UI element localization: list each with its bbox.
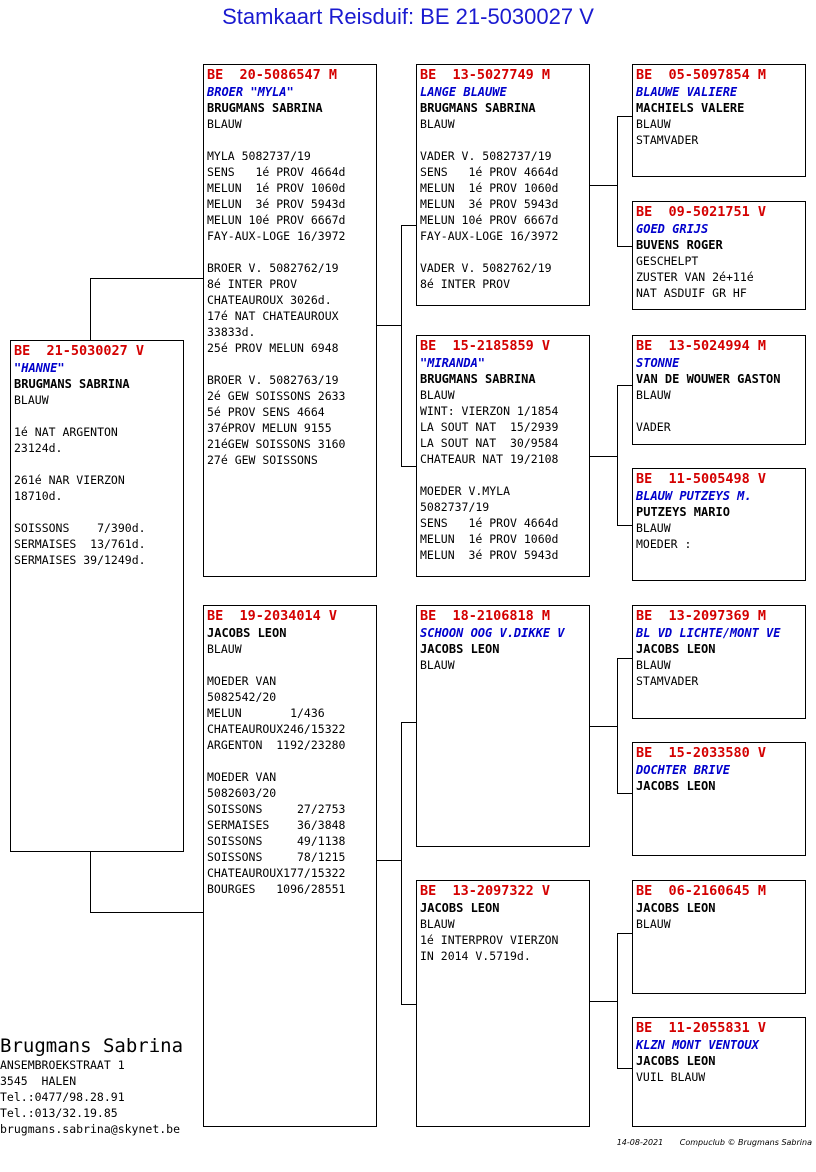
owner-name: BRUGMANS SABRINA — [14, 377, 130, 391]
connector — [617, 1068, 632, 1069]
pigeon-color: BLAUW — [636, 521, 671, 535]
pigeon-card-main[interactable] — [10, 340, 184, 852]
ring-number: BE 13-2097322 V — [420, 883, 551, 899]
performance-info: STAMVADER — [636, 674, 699, 688]
footer — [603, 1138, 812, 1147]
connector — [376, 860, 402, 861]
owner-name: PUTZEYS MARIO — [636, 505, 730, 519]
connector — [401, 466, 416, 467]
connector — [617, 793, 632, 794]
performance-info: WINT: VIERZON 1/1854 LA SOUT NAT 15/2939 LA SOUT NAT 30/9584 CHATEAUR NAT 19/2108 MOEDER V.MYLA 5082737/19 SENS 1é PROV 4664d MELUN 1é PROV 1060d MELUN 3é PROV 5943d — [420, 404, 559, 562]
pigeon-color: BLAUW — [636, 917, 671, 931]
breeder-city: 3545 HALEN — [0, 1074, 77, 1088]
pigeon-name: "HANNE" — [14, 361, 65, 375]
performance-info: MOEDER : — [636, 537, 692, 551]
breeder-phone-1: Tel.:0477/98.28.91 — [0, 1090, 125, 1104]
connector — [401, 1004, 416, 1005]
pigeon-name: BLAUW PUTZEYS M. — [636, 489, 752, 503]
owner-name: BUVENS ROGER — [636, 238, 723, 252]
owner-name: JACOBS LEON — [636, 901, 716, 915]
pigeon-color: BLAUW — [207, 117, 242, 131]
ring-number: BE 19-2034014 V — [207, 608, 338, 624]
connector — [617, 385, 618, 525]
pigeon-card-mf[interactable] — [416, 605, 590, 847]
ring-number: BE 11-5005498 V — [636, 471, 767, 487]
performance-info: 1é NAT ARGENTON 23124d. 261é NAR VIERZON 18710d. SOISSONS 7/390d. SERMAISES 13/761d. SERMAISES 39/1249d. — [14, 425, 146, 567]
performance-info: MYLA 5082737/19 SENS 1é PROV 4664d MELUN 1é PROV 1060d MELUN 3é PROV 5943d MELUN 10é PROV 6667d FAY-AUX-LOGE 16/3972 BROER V. 5082762/19 8é INTER PROV CHATEAUROUX 3026d. 17é NAT CHATEAUROUX 33833d. 25é PROV MELUN 6948 BROER V. 5082763/19 2é GEW SOISSONS 2633 5é PROV SENS 4664 37éPROV MELUN 9155 21éGEW SOISSONS 3160 27é GEW SOISSONS — [207, 149, 346, 467]
ring-number: BE 13-2097369 M — [636, 608, 767, 624]
owner-name: JACOBS LEON — [636, 642, 716, 656]
pigeon-name: BLAUWE VALIERE — [636, 85, 738, 99]
connector — [589, 1001, 618, 1002]
owner-name: JACOBS LEON — [420, 901, 500, 915]
pigeon-color: BLAUW — [207, 642, 242, 656]
pigeon-color: BLAUW — [636, 658, 671, 672]
pigeon-card-fm[interactable] — [416, 335, 590, 577]
pigeon-card-mmm[interactable] — [632, 1017, 806, 1127]
connector — [617, 933, 632, 934]
ring-number: BE 05-5097854 M — [636, 67, 767, 83]
performance-info: STAMVADER — [636, 133, 699, 147]
pigeon-card-fff[interactable] — [632, 64, 806, 177]
pigeon-color: GESCHELPT — [636, 254, 699, 268]
pigeon-card-mff[interactable] — [632, 605, 806, 719]
pigeon-color: BLAUW — [420, 658, 455, 672]
breeder-name: Brugmans Sabrina — [0, 1035, 184, 1057]
ring-number: BE 06-2160645 M — [636, 883, 767, 899]
pigeon-card-mmf[interactable] — [632, 880, 806, 994]
connector — [617, 933, 618, 1068]
connector — [617, 246, 632, 247]
owner-name: BRUGMANS SABRINA — [207, 101, 323, 115]
connector — [617, 525, 632, 526]
pigeon-color: BLAUW — [636, 117, 671, 131]
ring-number: BE 15-2033580 V — [636, 745, 767, 761]
pigeon-name: BL VD LICHTE/MONT VE — [636, 626, 781, 640]
pigeon-card-fmf[interactable] — [632, 335, 806, 445]
pigeon-name: "MIRANDA" — [420, 356, 486, 370]
pigeon-name: KLZN MONT VENTOUX — [636, 1038, 759, 1052]
pigeon-color: BLAUW — [420, 117, 455, 131]
connector — [617, 385, 632, 386]
connector — [90, 851, 91, 913]
pigeon-card-mother[interactable] — [203, 605, 377, 1127]
pigeon-name: STONNE — [636, 356, 680, 370]
pigeon-color: VUIL BLAUW — [636, 1070, 706, 1084]
ring-number: BE 15-2185859 V — [420, 338, 551, 354]
connector — [90, 912, 203, 913]
pigeon-name: DOCHTER BRIVE — [636, 763, 730, 777]
pigeon-color: BLAUW — [420, 917, 455, 931]
connector — [90, 278, 91, 340]
owner-name: BRUGMANS SABRINA — [420, 372, 536, 386]
connector — [589, 185, 618, 186]
pigeon-card-ffm[interactable] — [632, 201, 806, 310]
connector — [617, 116, 632, 117]
breeder-contact — [0, 1035, 183, 1137]
ring-number: BE 09-5021751 V — [636, 204, 767, 220]
connector — [589, 726, 618, 727]
owner-name: VAN DE WOUWER GASTON — [636, 372, 781, 386]
performance-info: MOEDER VAN 5082542/20 MELUN 1/436 CHATEAUROUX246/15322 ARGENTON 1192/23280 MOEDER VAN 5082603/20 SOISSONS 27/2753 SERMAISES 36/3848 SOISSONS 49/1138 SOISSONS 78/1215 CHATEAUROUX177/15322 BOURGES 1096/28551 — [207, 674, 346, 896]
connector — [401, 225, 402, 466]
owner-name: BRUGMANS SABRINA — [420, 101, 536, 115]
performance-info: ZUSTER VAN 2é+11é NAT ASDUIF GR HF — [636, 270, 754, 300]
ring-number: BE 18-2106818 M — [420, 608, 551, 624]
pigeon-name: SCHOON OOG V.DIKKE V — [420, 626, 565, 640]
pigeon-card-ff[interactable] — [416, 64, 590, 306]
ring-number: BE 20-5086547 M — [207, 67, 338, 83]
ring-number: BE 13-5024994 M — [636, 338, 767, 354]
ring-number: BE 21-5030027 V — [14, 343, 145, 359]
connector — [401, 722, 402, 1004]
connector — [401, 225, 416, 226]
ring-number: BE 11-2055831 V — [636, 1020, 767, 1036]
pigeon-name: GOED GRIJS — [636, 222, 709, 236]
connector — [617, 658, 618, 793]
connector — [401, 722, 416, 723]
pigeon-card-father[interactable] — [203, 64, 377, 577]
connector — [376, 325, 402, 326]
connector — [589, 456, 618, 457]
pigeon-color: BLAUW — [14, 393, 49, 407]
pigeon-card-fmm[interactable] — [632, 468, 806, 581]
pigeon-card-mm[interactable] — [416, 880, 590, 1127]
owner-name: JACOBS LEON — [420, 642, 500, 656]
pigeon-name: BROER "MYLA" — [207, 85, 294, 99]
pigeon-color: BLAUW — [420, 388, 455, 402]
connector — [617, 116, 618, 246]
performance-info: 1é INTERPROV VIERZON IN 2014 V.5719d. — [420, 933, 559, 963]
breeder-phone-2: Tel.:013/32.19.85 — [0, 1106, 118, 1120]
breeder-email: brugmans.sabrina@skynet.be — [0, 1122, 181, 1136]
performance-info: VADER — [636, 420, 671, 434]
print-date: 14-08-2021 — [616, 1138, 664, 1147]
breeder-street: ANSEMBROEKSTRAAT 1 — [0, 1058, 125, 1072]
performance-info: VADER V. 5082737/19 SENS 1é PROV 4664d MELUN 1é PROV 1060d MELUN 3é PROV 5943d MELUN 10é PROV 6667d FAY-AUX-LOGE 16/3972 VADER V. 5082762/19 8é INTER PROV — [420, 149, 559, 291]
pigeon-name: LANGE BLAUWE — [420, 85, 507, 99]
owner-name: JACOBS LEON — [636, 1054, 716, 1068]
page-title: Stamkaart Reisduif: BE 21-5030027 V — [222, 4, 594, 29]
connector — [617, 658, 632, 659]
pigeon-card-mfm[interactable] — [632, 742, 806, 856]
connector — [90, 278, 203, 279]
ring-number: BE 13-5027749 M — [420, 67, 551, 83]
credit-text: Compuclub © Brugmans Sabrina — [679, 1138, 812, 1147]
owner-name: MACHIELS VALERE — [636, 101, 745, 115]
owner-name: JACOBS LEON — [207, 626, 287, 640]
owner-name: JACOBS LEON — [636, 779, 716, 793]
pigeon-color: BLAUW — [636, 388, 671, 402]
